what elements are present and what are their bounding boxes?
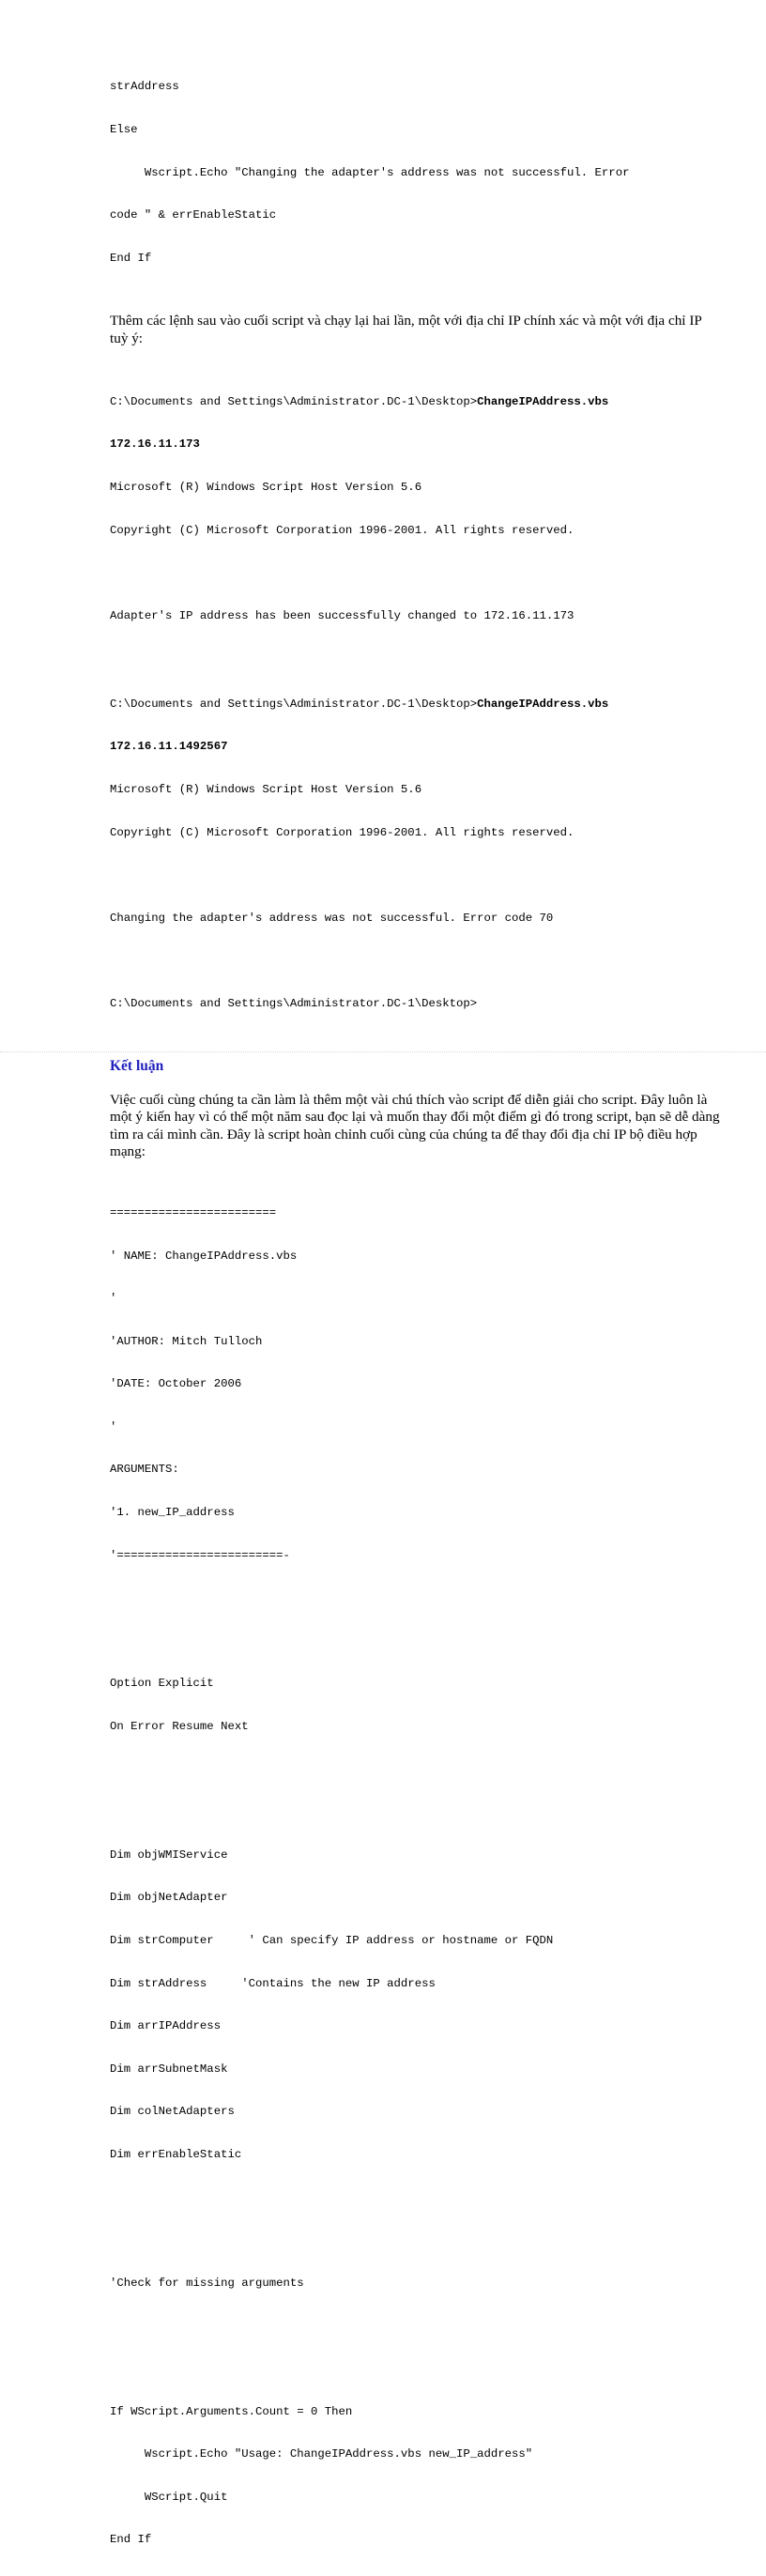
code-line: End If (110, 251, 152, 265)
console-copyright-line: Copyright (C) Microsoft Corporation 1996-2001. All rights reserved. (110, 523, 574, 537)
code-line: Dim objWMIService (110, 1848, 228, 1862)
page-bottom-divider (0, 1051, 766, 1052)
code-line: code " & errEnableStatic (110, 208, 277, 222)
console-result-line: Adapter's IP address has been successfully changed to 172.16.11.173 (110, 608, 574, 622)
code-line: Else (110, 123, 138, 136)
console-arg: 172.16.11.173 (110, 437, 200, 452)
console-copyright-line: Copyright (C) Microsoft Corporation 1996-2001. All rights reserved. (110, 825, 574, 839)
code-line: ' (110, 1292, 117, 1306)
code-line: Dim strAddress 'Contains the new IP address (110, 1976, 436, 1990)
console-command: ChangeIPAddress.vbs (477, 394, 609, 408)
code-line: Dim objNetAdapter (110, 1891, 228, 1905)
code-line: Wscript.Echo "Usage: ChangeIPAddress.vbs new_IP_address" (110, 2447, 533, 2461)
code-line: Option Explicit (110, 1677, 214, 1691)
code-line: Dim colNetAdapters (110, 2105, 235, 2119)
console-host-line: Microsoft (R) Windows Script Host Version 5.6 (110, 480, 422, 494)
console-final-prompt: C:\Documents and Settings\Administrator.DC-1\Desktop> (110, 996, 478, 1010)
console-prompt: C:\Documents and Settings\Administrator.DC-1\Desktop> (110, 394, 478, 408)
code-line: 'Check for missing arguments (110, 2276, 304, 2290)
code-line: ======================== (110, 1205, 277, 1219)
code-line: '1. new_IP_address (110, 1506, 235, 1520)
code-line: 'AUTHOR: Mitch Tulloch (110, 1334, 263, 1348)
code-line: On Error Resume Next (110, 1720, 249, 1734)
final-script-block (110, 1178, 720, 2576)
code-line: If WScript.Arguments.Count = 0 Then (110, 2404, 353, 2418)
code-line: Dim strComputer ' Can specify IP address or hostname or FQDN (110, 1934, 554, 1947)
document-page (110, 52, 720, 2576)
console-prompt: C:\Documents and Settings\Administrator.DC-1\Desktop> (110, 697, 478, 711)
code-line: '========================- (110, 1548, 290, 1562)
code-line: Dim arrSubnetMask (110, 2062, 228, 2076)
console-arg-line (110, 740, 720, 754)
code-line: Dim arrIPAddress (110, 2019, 222, 2033)
code-line: End If (110, 2533, 152, 2547)
console-command-line (110, 395, 720, 409)
conclusion-paragraph: Việc cuối cùng chúng ta cần làm là thêm một vài chú thích vào script để diễn giải cho script. Đây luôn là một ý kiến hay vì có thể một năm sau đọc lại và muốn thay đổi một điểm gì đó trong script, bạn sẽ dễ dàng tìm ra cái mình cần. Đây là script hoàn chỉnh cuối cùng của chúng ta để thay đổi địa chỉ IP bộ điều hợp mạng: (110, 1091, 720, 1159)
code-line: 'DATE: October 2006 (110, 1377, 242, 1391)
section-heading: Kết luận (110, 1057, 164, 1074)
console-command-line (110, 698, 720, 712)
code-line: Wscript.Echo "Changing the adapter's address was not successful. Error (110, 165, 630, 179)
console-arg: 172.16.11.1492567 (110, 740, 228, 754)
code-line: strAddress (110, 80, 179, 94)
code-line: Dim errEnableStatic (110, 2147, 242, 2161)
code-line: ' NAME: ChangeIPAddress.vbs (110, 1249, 298, 1263)
console-host-line: Microsoft (R) Windows Script Host Version 5.6 (110, 782, 422, 796)
console-result-line: Changing the adapter's address was not successful. Error code 70 (110, 911, 554, 925)
code-line: ARGUMENTS: (110, 1463, 179, 1477)
console-run-failure (110, 668, 720, 1039)
instruction-paragraph: Thêm các lệnh sau vào cuối script và chạy lại hai lần, một với địa chỉ IP chính xác và một với địa chỉ IP tuỳ ý: (110, 313, 702, 346)
code-line: WScript.Quit (110, 2490, 228, 2504)
console-arg-line (110, 437, 720, 452)
console-run-success (110, 366, 720, 652)
code-line: ' (110, 1419, 117, 1434)
code-block-else-branch (110, 52, 720, 294)
console-command: ChangeIPAddress.vbs (477, 697, 609, 711)
